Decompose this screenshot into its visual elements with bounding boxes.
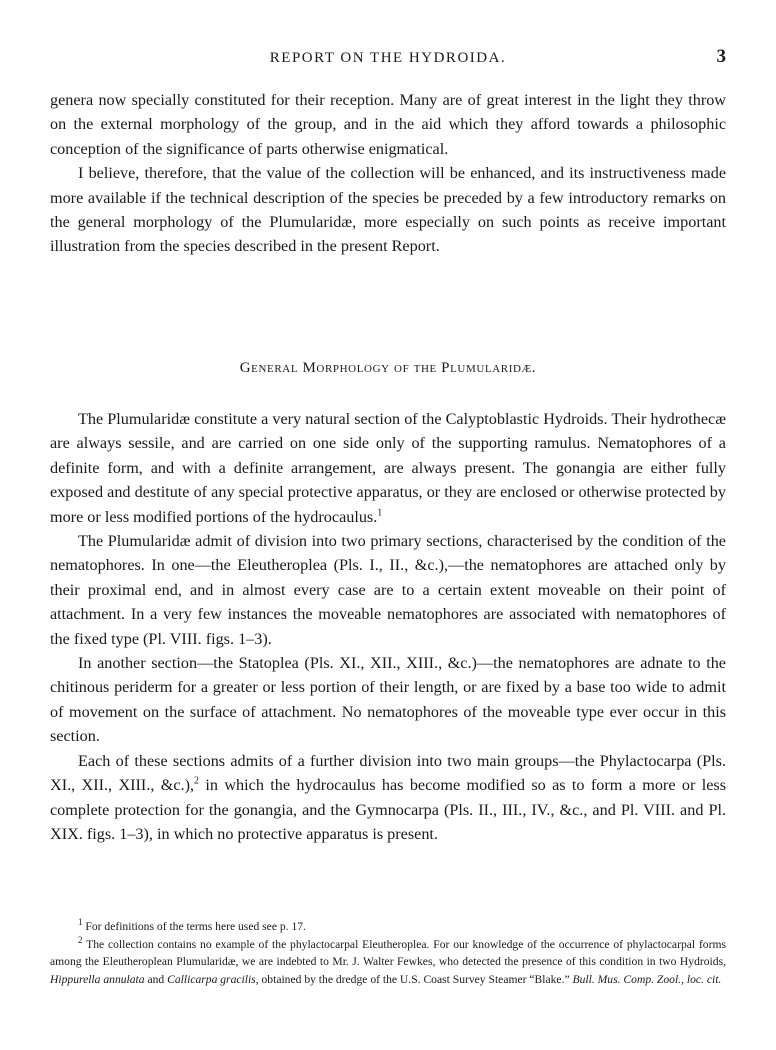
running-head bbox=[0, 46, 776, 70]
footnote-2-species-1: Hippurella annulata bbox=[50, 972, 145, 986]
footnote-2 bbox=[50, 936, 726, 989]
intro-paragraph-2: I believe, therefore, that the value of the collection will be enhanced, and its instructiveness made more available if the technical description of the species be preceded by a few introductory remarks on the general morphology of the Plumularidæ, more especially on such points as receive important illustration from the species described in the present Report. bbox=[50, 164, 726, 256]
body-paragraph-2: The Plumularidæ admit of division into two primary sections, characterised by the condition of the nematophores. In one—the Eleutheroplea (Pls. I., II., &c.),—the nematophores are attached only by their proximal end, and in almost every case are to a certain extent moveable on their point of attachment. In a very few instances the moveable nematophores are associated with nematophores of the fixed type (Pl. VIII. figs. 1–3). bbox=[50, 532, 726, 648]
body-paragraph-1 bbox=[50, 407, 726, 529]
body-paragraph-1-text: The Plumularidæ constitute a very natural section of the Calyptoblastic Hydroids. Their hydrothecæ are always sessile, and are carried on one side only of the supporting ramulus. Nematophores of a definite form, and with a definite arrangement, are always present. The gonangia are either fully exposed and destitute of any special protective apparatus, or they are enclosed or otherwise protected by more or less modified portions of the hydrocaulus. bbox=[50, 410, 726, 526]
footnote-1-text: For definitions of the terms here used see p. 17. bbox=[82, 920, 306, 933]
body-paragraph-4-part-b: in which the hydrocaulus has become modified so as to form a more or less complete protection for the gonangia, and the Gymnocarpa (Pls. II., III., IV., &c., and Pl. VIII. and Pl. XIX. figs. 1–3), in which no protective apparatus is present. bbox=[50, 776, 726, 843]
body-paragraph-4-part-a: Each of these sections admits of a further division into two main groups—the Phylactocarpa (Pls. XI., XII., XIII., &c.), bbox=[50, 751, 726, 795]
section-heading: General Morphology of the Plumularidæ. bbox=[239, 360, 537, 376]
footnote-1 bbox=[50, 918, 726, 936]
footnote-2-citation: Bull. Mus. Comp. Zool., loc. cit. bbox=[572, 972, 722, 986]
intro-block bbox=[50, 88, 726, 259]
footnote-ref-1: 1 bbox=[377, 507, 383, 519]
footnote-2-text-a: The collection contains no example of the phylactocarpal Eleutheroplea. For our knowledge of the occurrence of phylactocarpal forms among the Eleutheroplean Plumularidæ, we are indebted to Mr. J. Walter Fewkes, who detected the presence of this condition in two Hydroids, bbox=[50, 937, 726, 969]
intro-paragraph-1: genera now specially constituted for their reception. Many are of great interest in the light they throw on the external morphology of the group, and in the aid which they afford towards a philosophic conception of the significance of parts otherwise enigmatical. bbox=[50, 91, 726, 158]
footnote-2-species-2: Callicarpa gracilis bbox=[167, 972, 256, 986]
body-paragraph-3: In another section—the Statoplea (Pls. XI., XII., XIII., &c.)—the nematophores are adnate to the chitinous periderm for a greater or less portion of their length, or are fixed by a base too wide to admit of movement on the surface of attachment. No nematophores of the moveable type ever occur in this section. bbox=[50, 654, 726, 746]
footnote-2-mark: 2 bbox=[78, 934, 83, 945]
running-title: REPORT ON THE HYDROIDA. bbox=[269, 50, 507, 66]
footnote-1-mark: 1 bbox=[78, 917, 83, 928]
footnote-2-text-b: and bbox=[144, 972, 168, 986]
footnotes bbox=[50, 918, 726, 988]
body-paragraph-4 bbox=[50, 749, 726, 847]
page-number: 3 bbox=[716, 46, 726, 67]
body-block bbox=[50, 407, 726, 846]
footnote-2-text-c: , obtained by the dredge of the U.S. Coast Survey Steamer “Blake.” bbox=[255, 972, 573, 986]
footnote-ref-2: 2 bbox=[194, 775, 200, 787]
